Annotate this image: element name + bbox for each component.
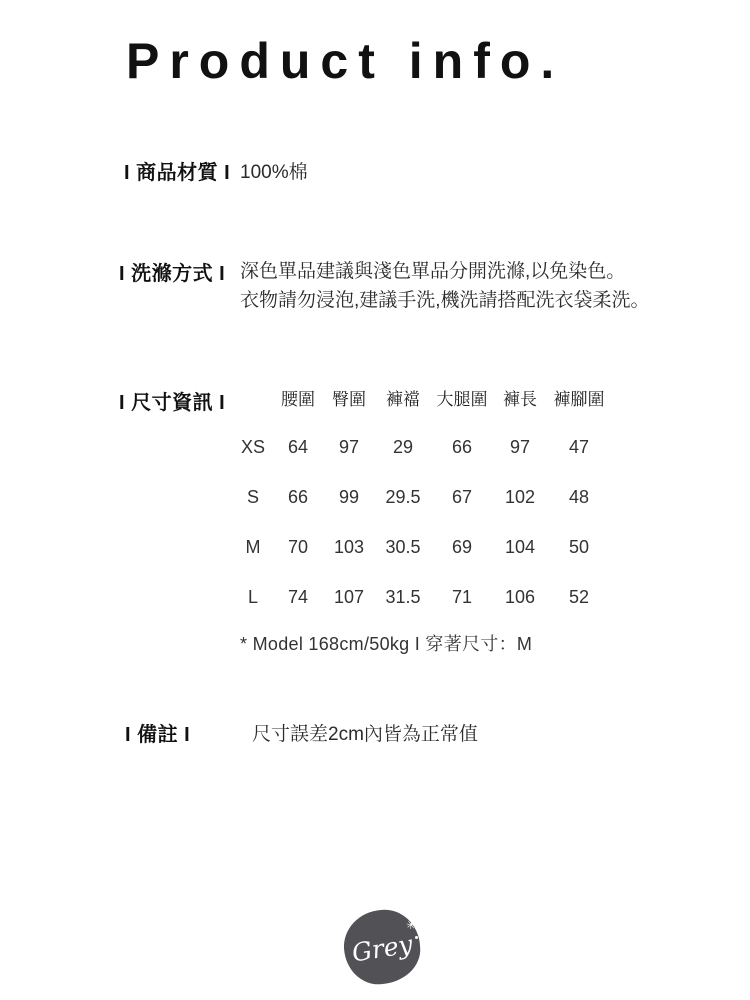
cell-value: 97 bbox=[509, 436, 531, 457]
size-row-m bbox=[228, 522, 616, 572]
size-row-xs bbox=[228, 422, 616, 472]
cell-value: 102 bbox=[504, 486, 536, 507]
size-table-header-row bbox=[228, 372, 616, 422]
col-leg-opening: 褲腳圍 bbox=[553, 389, 605, 409]
cell-value: 74 bbox=[287, 586, 309, 607]
size-name: S bbox=[246, 486, 259, 507]
size-name: M bbox=[245, 536, 261, 557]
wash-line-2: 衣物請勿浸泡,建議手洗,機洗請搭配洗衣袋柔洗。 bbox=[240, 290, 650, 311]
material-value: 100%棉 bbox=[240, 162, 308, 183]
cell-value: 29 bbox=[392, 436, 414, 457]
cell-value: 52 bbox=[568, 586, 590, 607]
cell-value: 67 bbox=[451, 486, 473, 507]
size-name: L bbox=[247, 586, 258, 607]
cell-value: 47 bbox=[568, 436, 590, 457]
brand-logo-text: Grey bbox=[349, 928, 415, 968]
cell-value: 69 bbox=[451, 536, 473, 557]
cell-value: 50 bbox=[568, 536, 590, 557]
sparkle-icon: ✳ bbox=[405, 917, 417, 933]
cell-value: 48 bbox=[568, 486, 590, 507]
cell-value: 107 bbox=[333, 586, 365, 607]
cell-value: 30.5 bbox=[385, 536, 421, 557]
cell-value: 29.5 bbox=[385, 486, 421, 507]
material-label: I 商品材質 I bbox=[124, 162, 231, 184]
col-waist: 腰圍 bbox=[281, 389, 315, 409]
model-fit-note: * Model 168cm/50kg I 穿著尺寸：M bbox=[240, 634, 533, 654]
cell-value: 71 bbox=[451, 586, 473, 607]
page-title: Product info. bbox=[126, 33, 565, 89]
wash-instructions bbox=[240, 257, 650, 315]
cell-value: 66 bbox=[287, 486, 309, 507]
size-table-corner bbox=[228, 372, 278, 422]
brand-logo bbox=[344, 910, 420, 984]
cell-value: 104 bbox=[504, 536, 536, 557]
size-row-l bbox=[228, 572, 616, 622]
cell-value: 66 bbox=[451, 436, 473, 457]
remark-label: I 備註 I bbox=[125, 724, 191, 746]
cell-value: 103 bbox=[333, 536, 365, 557]
cell-value: 31.5 bbox=[385, 586, 421, 607]
cell-value: 70 bbox=[287, 536, 309, 557]
wash-label: I 洗滌方式 I bbox=[119, 263, 226, 285]
cell-value: 64 bbox=[287, 436, 309, 457]
col-hip: 臀圍 bbox=[332, 389, 366, 409]
size-row-s bbox=[228, 472, 616, 522]
col-crotch: 褲襠 bbox=[386, 389, 420, 409]
size-label: I 尺寸資訊 I bbox=[119, 392, 226, 414]
col-length: 褲長 bbox=[503, 389, 537, 409]
size-name: XS bbox=[240, 436, 265, 457]
remark-value: 尺寸誤差2cm內皆為正常值 bbox=[252, 724, 478, 745]
cell-value: 106 bbox=[504, 586, 536, 607]
cell-value: 97 bbox=[338, 436, 360, 457]
wash-line-1: 深色單品建議與淺色單品分開洗滌,以免染色。 bbox=[240, 261, 626, 282]
size-table bbox=[228, 372, 616, 622]
col-thigh: 大腿圍 bbox=[436, 389, 488, 409]
sparkle-dot-icon bbox=[415, 936, 418, 939]
cell-value: 99 bbox=[338, 486, 360, 507]
